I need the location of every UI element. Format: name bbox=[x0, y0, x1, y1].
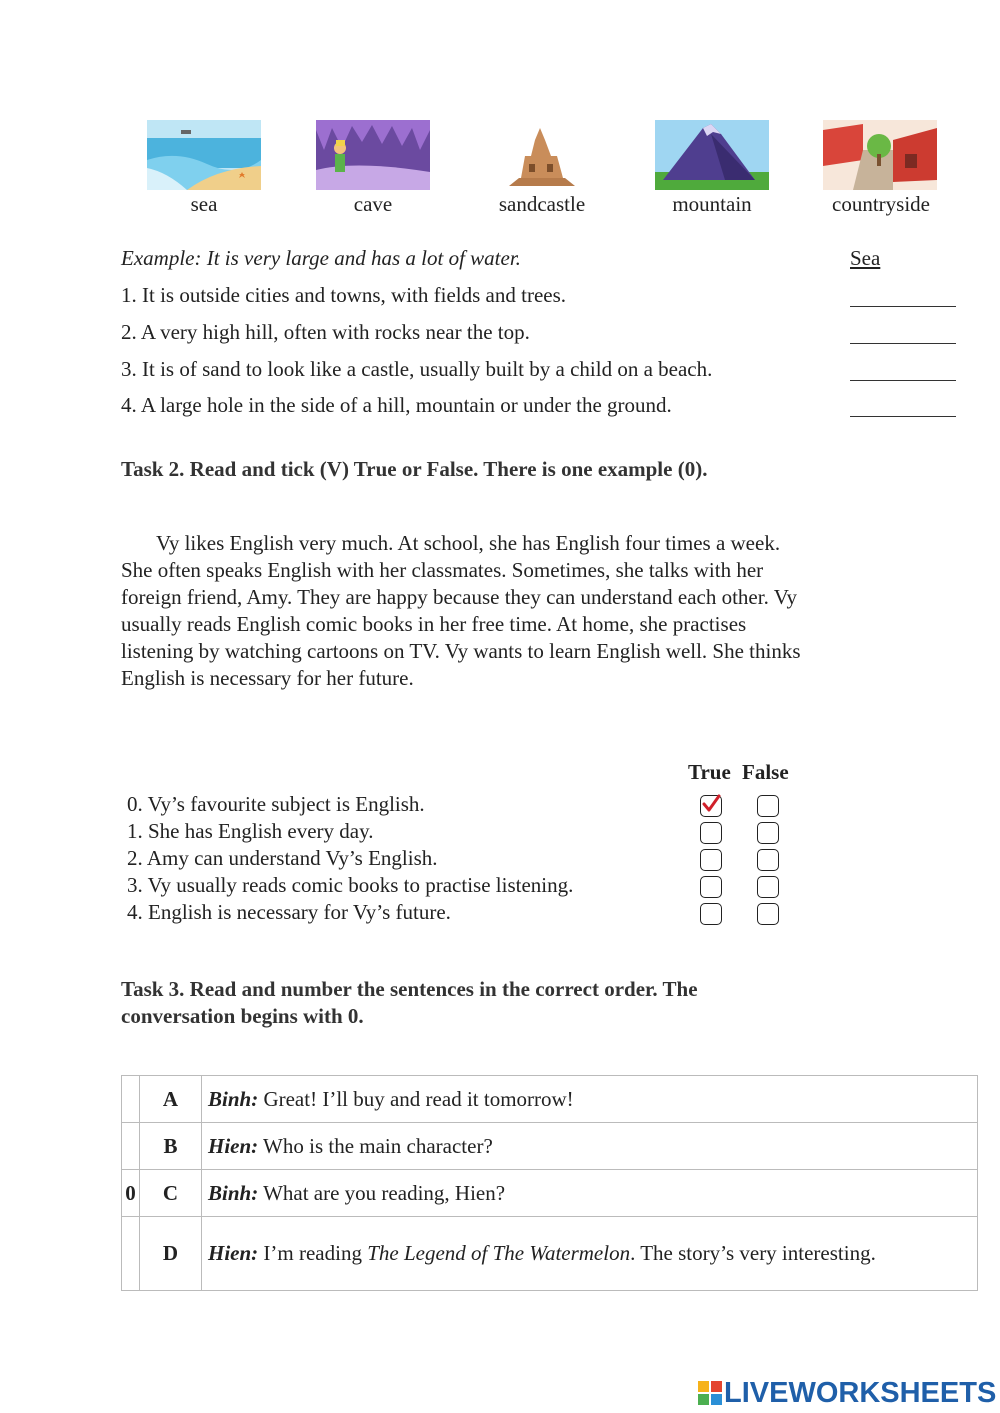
true-checkbox-1[interactable] bbox=[700, 822, 722, 844]
dialogue-line bbox=[202, 1217, 978, 1291]
picture-caption-sea: sea bbox=[190, 192, 218, 216]
order-number-input-b[interactable] bbox=[122, 1123, 140, 1170]
dialogue-text: I’m reading bbox=[258, 1241, 368, 1265]
task3-title: Task 3. Read and number the sentences in the correct order. The conversation begins with 0. bbox=[121, 977, 698, 1028]
table-row bbox=[122, 1076, 978, 1123]
answer-blank-4[interactable] bbox=[850, 416, 956, 417]
speaker-name: Hien: bbox=[208, 1133, 259, 1158]
cave-picture-icon bbox=[316, 120, 430, 190]
dialogue-line bbox=[202, 1076, 978, 1123]
dialogue-line bbox=[202, 1170, 978, 1217]
picture-caption-mountain: mountain bbox=[672, 192, 752, 216]
true-checkbox-0[interactable] bbox=[700, 795, 722, 817]
sea-picture-icon bbox=[147, 120, 261, 190]
task1-item-2: 2. A very high hill, often with rocks near the top. bbox=[121, 320, 530, 344]
order-number-c: 0 bbox=[122, 1170, 140, 1217]
picture-caption-countryside: countryside bbox=[832, 192, 930, 216]
false-checkbox-3[interactable] bbox=[757, 876, 779, 898]
task1-item-3: 3. It is of sand to look like a castle, usually built by a child on a beach. bbox=[121, 357, 713, 381]
reading-passage bbox=[121, 530, 811, 692]
true-checkbox-3[interactable] bbox=[700, 876, 722, 898]
task1-item-4: 4. A large hole in the side of a hill, mountain or under the ground. bbox=[121, 393, 672, 417]
sandcastle-picture-icon bbox=[485, 120, 599, 190]
table-row bbox=[122, 1123, 978, 1170]
answer-blank-3[interactable] bbox=[850, 380, 956, 381]
answer-blank-1[interactable] bbox=[850, 306, 956, 307]
dialogue-text: Who is the main character? bbox=[258, 1133, 493, 1158]
example-answer: Sea bbox=[850, 246, 881, 270]
dialogue-text: Great! I’ll buy and read it tomorrow! bbox=[258, 1086, 574, 1111]
conversation-table bbox=[121, 1075, 978, 1291]
statement-1: 1. She has English every day. bbox=[127, 819, 374, 843]
task2-title: Task 2. Read and tick (V) True or False. There is one example (0). bbox=[121, 457, 708, 481]
row-letter: C bbox=[140, 1170, 202, 1217]
statement-3: 3. Vy usually reads comic books to practise listening. bbox=[127, 873, 574, 897]
story-title: The Legend of The Watermelon bbox=[367, 1241, 631, 1265]
order-number-input-d[interactable] bbox=[122, 1217, 140, 1291]
liveworksheets-mark-icon bbox=[698, 1381, 722, 1405]
liveworksheets-logo bbox=[698, 1378, 996, 1408]
task1-item-1: 1. It is outside cities and towns, with fields and trees. bbox=[121, 283, 567, 307]
false-checkbox-1[interactable] bbox=[757, 822, 779, 844]
dialogue-text: What are you reading, Hien? bbox=[258, 1180, 506, 1205]
statement-4: 4. English is necessary for Vy’s future. bbox=[127, 900, 451, 924]
row-letter: A bbox=[140, 1076, 202, 1123]
countryside-picture-icon bbox=[823, 120, 937, 190]
statement-0: 0. Vy’s favourite subject is English. bbox=[127, 792, 425, 816]
dialogue-text: . The story’s very interesting. bbox=[630, 1241, 876, 1265]
picture-caption-cave: cave bbox=[353, 192, 393, 216]
row-letter: D bbox=[140, 1217, 202, 1291]
row-letter: B bbox=[140, 1123, 202, 1170]
speaker-name: Hien: bbox=[208, 1241, 259, 1265]
logo-text: LIVEWORKSHEETS bbox=[724, 1376, 997, 1409]
table-row bbox=[122, 1170, 978, 1217]
mountain-picture-icon bbox=[655, 120, 769, 190]
speaker-name: Binh: bbox=[208, 1180, 259, 1205]
table-row bbox=[122, 1217, 978, 1291]
order-number-input-a[interactable] bbox=[122, 1076, 140, 1123]
answer-blank-2[interactable] bbox=[850, 343, 956, 344]
picture-caption-sandcastle: sandcastle bbox=[498, 192, 586, 216]
false-column-header: False bbox=[742, 760, 789, 784]
true-checkbox-2[interactable] bbox=[700, 849, 722, 871]
false-checkbox-4[interactable] bbox=[757, 903, 779, 925]
example-sentence: Example: It is very large and has a lot of water. bbox=[121, 246, 521, 270]
reading-passage-text: Vy likes English very much. At school, she has English four times a week. She often speaks English with her classmates. Sometimes, she talks with her foreign friend, Amy. They are happy because they can understand each other. Vy usually reads English comic books in her free time. At home, she practises listening by watching cartoons on TV. Vy wants to learn English well. She thinks English is necessary for her future. bbox=[121, 531, 801, 690]
checkmark-icon bbox=[700, 793, 722, 815]
true-column-header: True bbox=[688, 760, 731, 784]
false-checkbox-2[interactable] bbox=[757, 849, 779, 871]
speaker-name: Binh: bbox=[208, 1086, 259, 1111]
statement-2: 2. Amy can understand Vy’s English. bbox=[127, 846, 438, 870]
dialogue-line bbox=[202, 1123, 978, 1170]
true-checkbox-4[interactable] bbox=[700, 903, 722, 925]
false-checkbox-0[interactable] bbox=[757, 795, 779, 817]
